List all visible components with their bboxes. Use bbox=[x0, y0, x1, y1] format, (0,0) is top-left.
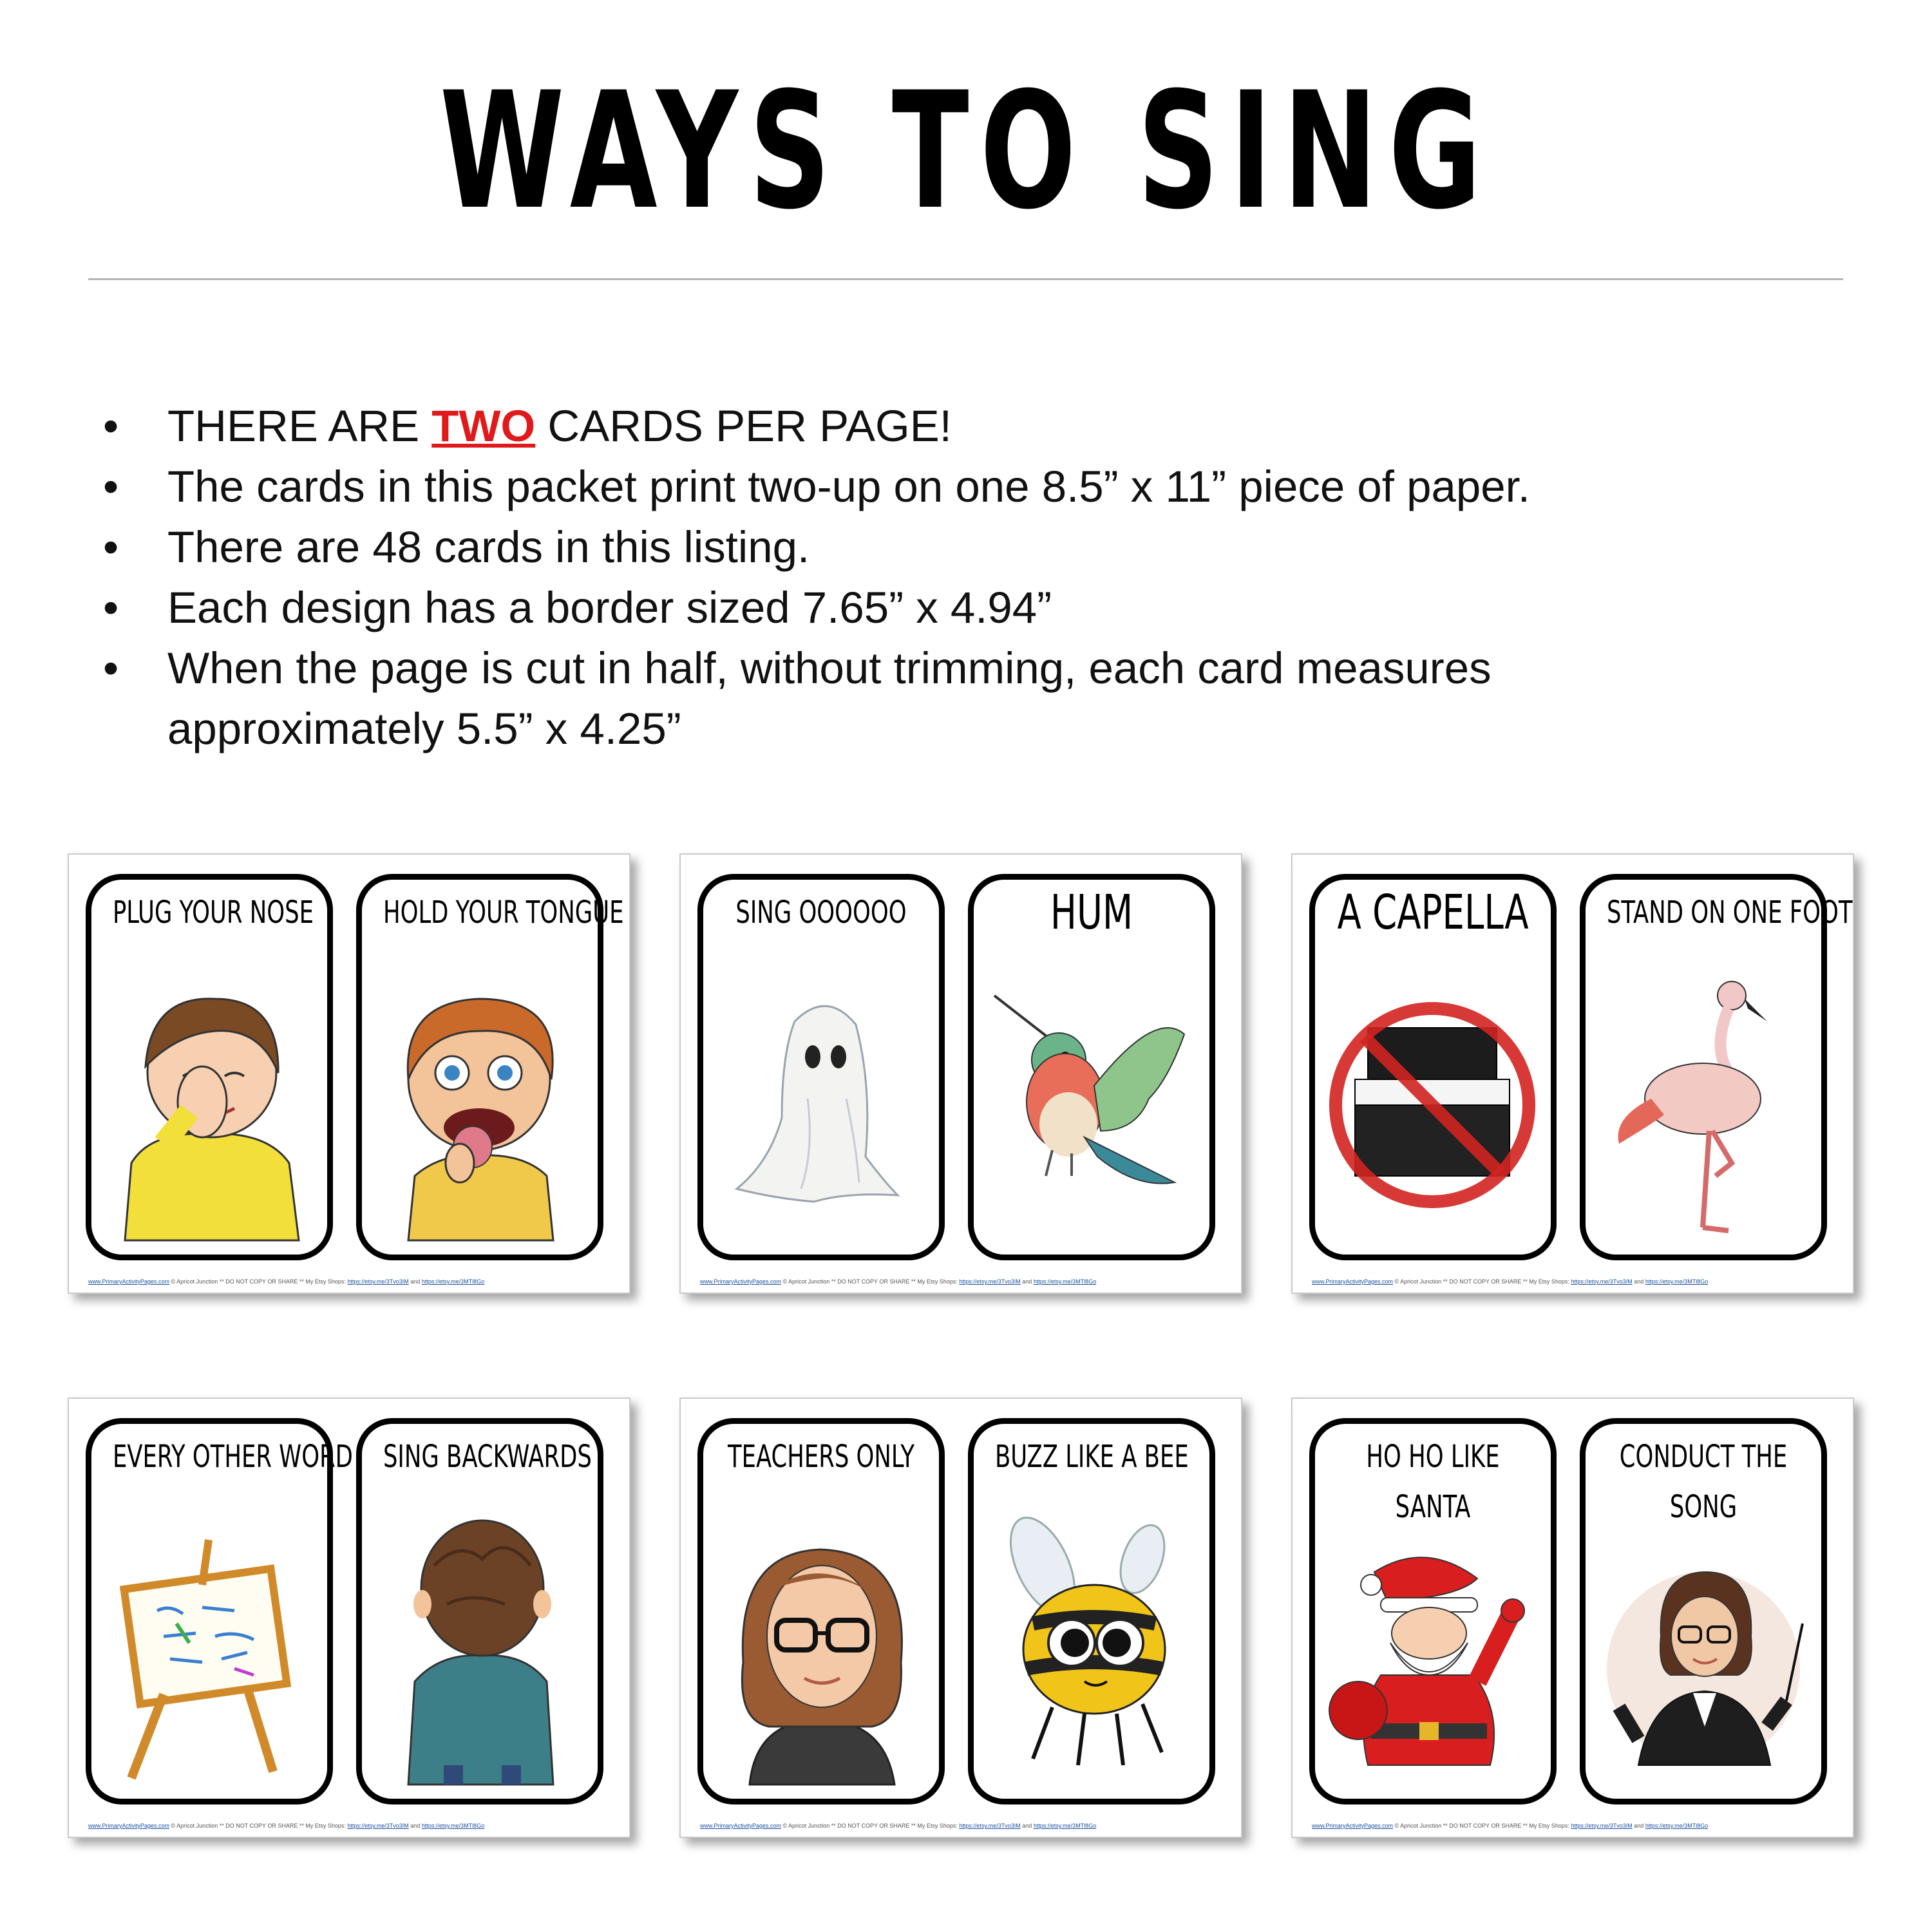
bullet-item: • THERE ARE TWO CARDS PER PAGE! bbox=[103, 401, 952, 451]
card-label: HOLD YOUR TONGUE bbox=[383, 895, 624, 931]
card-label: STAND ON ONE FOOT bbox=[1606, 895, 1853, 931]
flamingo-icon bbox=[1600, 970, 1807, 1240]
card-sheet bbox=[1291, 853, 1854, 1294]
card-label: HUM bbox=[1050, 885, 1133, 940]
boy-holding-tongue-icon bbox=[376, 970, 583, 1240]
bullet-item: • When the page is cut in half, without trimming, each card measures approximately 5.5” x 4.25” bbox=[103, 643, 1492, 753]
boy-back-icon bbox=[376, 1514, 583, 1785]
card-label: HO HO LIKE SANTA bbox=[1366, 1439, 1500, 1525]
card bbox=[1309, 874, 1557, 1260]
card bbox=[1309, 1418, 1557, 1804]
card-label: SING BACKWARDS bbox=[383, 1439, 592, 1475]
card-label: PLUG YOUR NOSE bbox=[112, 895, 314, 931]
card-sheet-footer: www.PrimaryActivityPages.com © Apricot Junction ** DO NOT COPY OR SHARE ** My Etsy Shops: https://etsy.me/3Tvo3IM and https://etsy.me/3MTl8Go bbox=[1312, 1278, 1709, 1285]
card-sheet bbox=[68, 1397, 630, 1838]
card-sheet-footer: www.PrimaryActivityPages.com © Apricot Junction ** DO NOT COPY OR SHARE ** My Etsy Shops: https://etsy.me/3Tvo3IM and https://etsy.me/3MTl8Go bbox=[700, 1278, 1097, 1285]
card-label: A CAPELLA bbox=[1337, 885, 1529, 940]
santa-icon bbox=[1329, 1546, 1537, 1791]
card-label: SING OOOOOO bbox=[735, 895, 907, 931]
card bbox=[356, 1418, 603, 1804]
card-sheet bbox=[679, 1397, 1242, 1838]
card-sheet-footer: www.PrimaryActivityPages.com © Apricot Junction ** DO NOT COPY OR SHARE ** My Etsy Shops: https://etsy.me/3Tvo3IM and https://etsy.me/3MTl8Go bbox=[88, 1278, 485, 1285]
bullet-item: • There are 48 cards in this listing. bbox=[103, 522, 810, 572]
card-label: TEACHERS ONLY bbox=[727, 1439, 915, 1475]
card bbox=[86, 874, 333, 1260]
card bbox=[697, 1418, 945, 1804]
card bbox=[697, 874, 945, 1260]
bee-icon bbox=[988, 1514, 1195, 1785]
page-title: WAYS TO SING bbox=[439, 57, 1493, 245]
card bbox=[1580, 1418, 1827, 1804]
ghost-icon bbox=[717, 970, 925, 1240]
teacher-icon bbox=[717, 1514, 925, 1785]
easel-icon bbox=[106, 1514, 313, 1785]
card bbox=[968, 1418, 1215, 1804]
bullet-item: • Each design has a border sized 7.65” x 4.94” bbox=[103, 583, 1052, 632]
card-label: CONDUCT THE SONG bbox=[1619, 1439, 1788, 1525]
bullet-item: • The cards in this packet print two-up on one 8.5” x 11” piece of paper. bbox=[103, 462, 1530, 511]
card-sheet bbox=[679, 853, 1242, 1294]
card-sheet bbox=[1291, 1397, 1854, 1838]
highlight-two: TWO bbox=[431, 401, 536, 451]
hummingbird-icon bbox=[988, 970, 1195, 1240]
card bbox=[968, 874, 1215, 1260]
card-label: EVERY OTHER WORD bbox=[112, 1439, 353, 1475]
boy-plugging-nose-icon bbox=[106, 970, 313, 1240]
card bbox=[356, 874, 624, 1260]
title-divider bbox=[88, 278, 1843, 280]
card-sheet bbox=[68, 853, 630, 1294]
conductor-icon bbox=[1600, 1546, 1807, 1791]
card-sheet-footer: www.PrimaryActivityPages.com © Apricot Junction ** DO NOT COPY OR SHARE ** My Etsy Shops: https://etsy.me/3Tvo3IM and https://etsy.me/3MTl8Go bbox=[1312, 1823, 1709, 1829]
card bbox=[1580, 874, 1853, 1260]
card-sheet-footer: www.PrimaryActivityPages.com © Apricot Junction ** DO NOT COPY OR SHARE ** My Etsy Shops: https://etsy.me/3Tvo3IM and https://etsy.me/3MTl8Go bbox=[88, 1823, 485, 1829]
no-piano-icon bbox=[1329, 970, 1537, 1240]
card-sheet-footer: www.PrimaryActivityPages.com © Apricot Junction ** DO NOT COPY OR SHARE ** My Etsy Shops: https://etsy.me/3Tvo3IM and https://etsy.me/3MTl8Go bbox=[700, 1823, 1097, 1829]
card-label: BUZZ LIKE A BEE bbox=[994, 1439, 1189, 1475]
card bbox=[86, 1418, 353, 1804]
info-bullet-list bbox=[103, 396, 1842, 759]
